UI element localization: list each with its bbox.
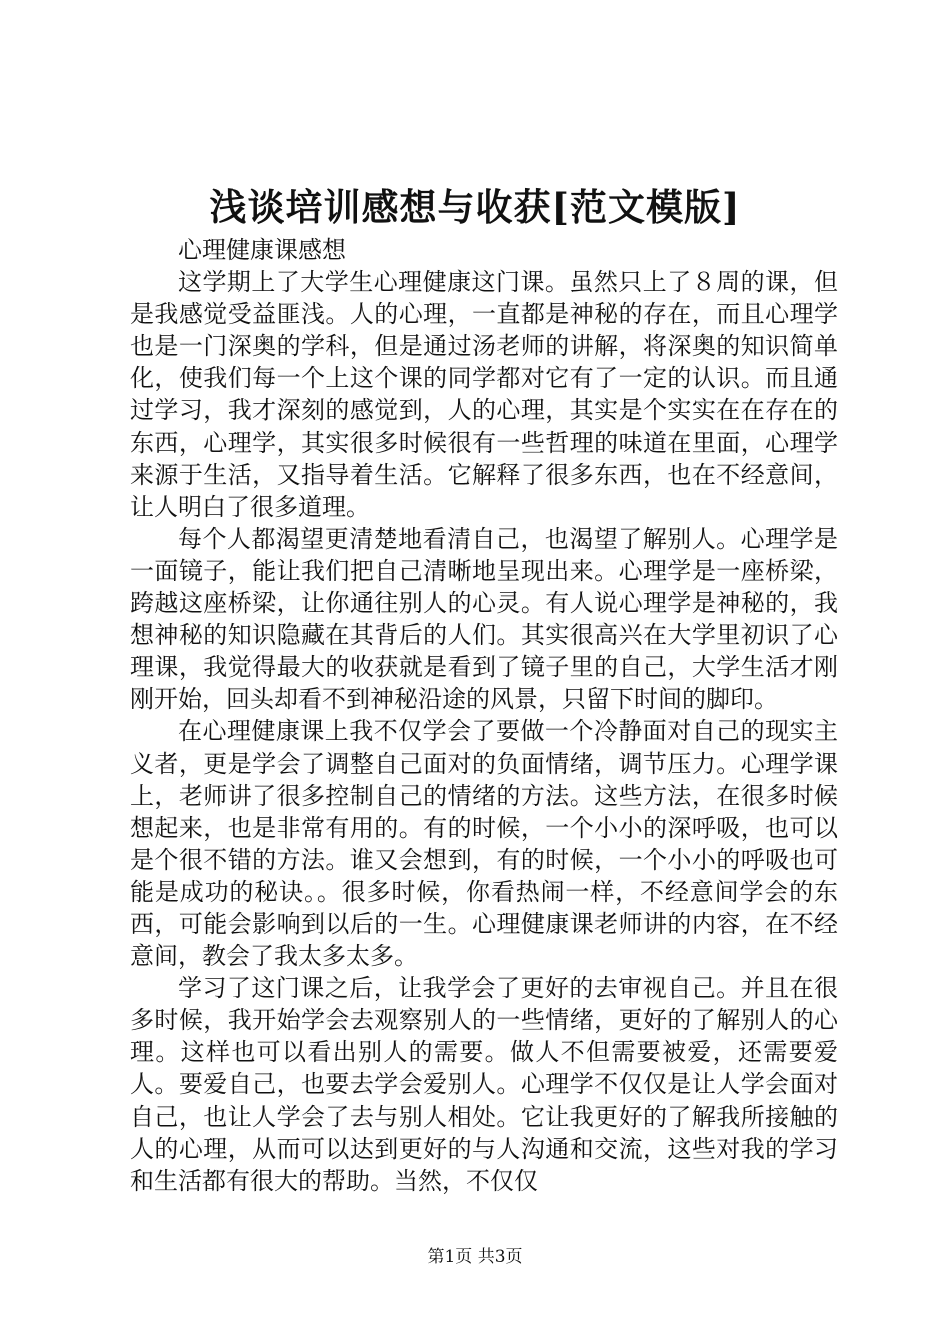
document-subtitle: 心理健康课感想	[178, 236, 346, 264]
document-body	[130, 234, 838, 1197]
paragraph-4: 学习了这门课之后，让我学会了更好的去审视自己。并且在很多时候，我开始学会去观察别人的一些情绪，更好的了解别人的心理。这样也可以看出别人的需要。做人不但需要被爱，还需要爱人。要爱自己，也要去学会爱别人。心理学不仅仅是让人学会面对自己，也让人学会了去与别人相处。它让我更好的了解我所接触的人的心理，从而可以达到更好的与人沟通和交流，这些对我的学习和生活都有很大的帮助。当然，不仅仅	[130, 974, 838, 1195]
paragraph-1: 这学期上了大学生心理健康这门课。虽然只上了８周的课，但是我感觉受益匪浅。人的心理，一直都是神秘的存在，而且心理学也是一门深奥的学科，但是通过汤老师的讲解，将深奥的知识简单化，使我们每一个上这个课的同学都对它有了一定的认识。而且通过学习，我才深刻的感觉到，人的心理，其实是个实实在在存在的东西，心理学，其实很多时候很有一些哲理的味道在里面，心理学来源于生活，又指导着生活。它解释了很多东西，也在不经意间，让人明白了很多道理。	[130, 268, 838, 521]
paragraph-3: 在心理健康课上我不仅学会了要做一个冷静面对自己的现实主义者，更是学会了调整自己面对的负面情绪，调节压力。心理学课上，老师讲了很多控制自己的情绪的方法。这些方法，在很多时候想起来，也是非常有用的。有的时候，一个小小的深呼吸，也可以是个很不错的方法。谁又会想到，有的时候，一个小小的呼吸也可能是成功的秘诀。。很多时候，你看热闹一样，不经意间学会的东西，可能会影响到以后的一生。心理健康课老师讲的内容，在不经意间，教会了我太多太多。	[130, 717, 838, 971]
paragraph-2: 每个人都渴望更清楚地看清自己，也渴望了解别人。心理学是一面镜子，能让我们把自己清晰地呈现出来。心理学是一座桥梁，跨越这座桥梁，让你通往别人的心灵。有人说心理学是神秘的，我想神秘的知识隐藏在其背后的人们。其实很高兴在大学里初识了心理课，我觉得最大的收获就是看到了镜子里的自己，大学生活才刚刚开始，回头却看不到神秘沿途的风景，只留下时间的脚印。	[130, 524, 838, 714]
page-number-footer: 第1页 共3页	[427, 1247, 523, 1267]
document-title: 浅谈培训感想与收获[范文模版]	[209, 185, 741, 229]
